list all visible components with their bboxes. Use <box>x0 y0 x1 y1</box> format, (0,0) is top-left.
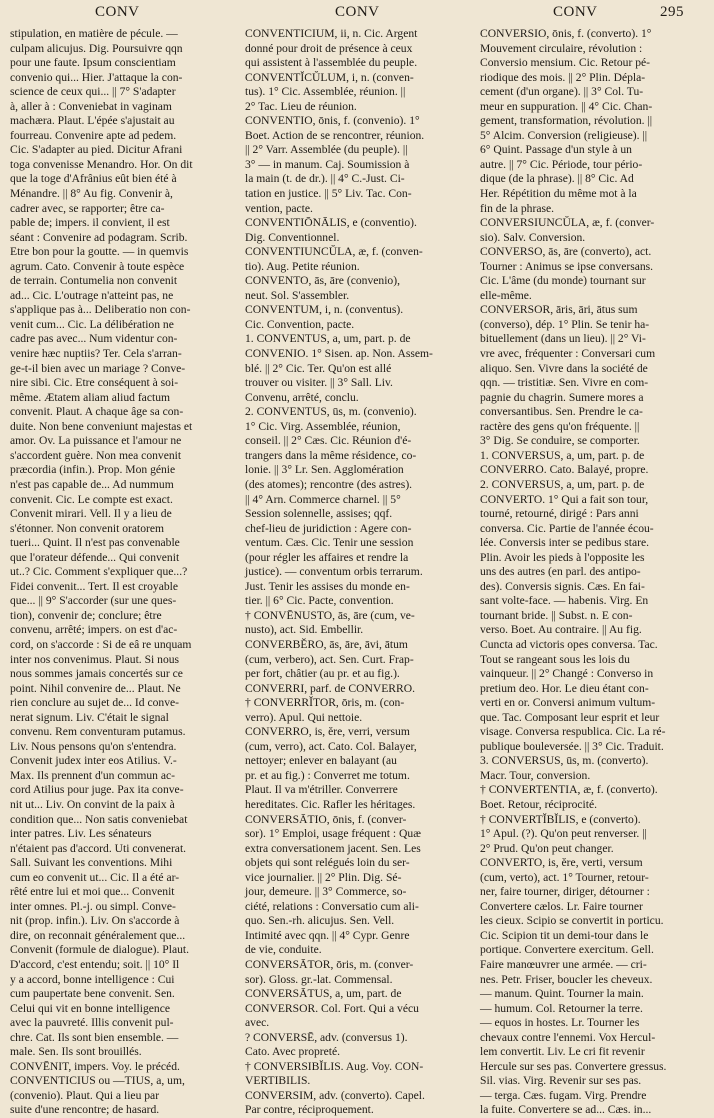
text-line: trangers dans la même résidence, co- <box>245 448 417 462</box>
text-line: verso. Boet. Au contraire. || Au fig. <box>480 623 642 637</box>
text-line: à, aller à : Conveniebat in vaginam <box>10 99 172 113</box>
text-line: CONVENTIO, ōnis, f. (convenio). 1° <box>245 114 420 128</box>
text-line: jour, demeure. || 3° Commerce, so- <box>245 885 407 899</box>
text-line: tus). 1° Cic. Assemblée, réunion. || <box>245 85 406 99</box>
text-line: riodique des mois. || 2° Plin. Dépla- <box>480 70 646 84</box>
text-line: ractère des gens qu'on fréquente. || <box>480 419 640 433</box>
text-line: s'étonner. Non convenit oratorem <box>10 521 165 535</box>
text-line: || 4° Arn. Commerce charnel. || 5° <box>245 492 401 506</box>
text-line: Mouvement circulaire, révolution : <box>480 41 643 55</box>
text-line: toga convenisse Menandro. Hor. On dit <box>10 157 193 171</box>
text-line: vre avec, fréquenter : Conversari cum <box>480 347 656 361</box>
text-line: Cic. Scipion tit un demi-tour dans le <box>480 928 649 942</box>
text-line: rêté entre lui et moi que... Convenit <box>10 885 175 899</box>
text-line: convenit. Plaut. A chaque âge sa con- <box>10 405 184 419</box>
text-line: sant volte-face. — habenis. Virg. En <box>480 594 649 608</box>
text-line: Cato. Avec propreté. <box>245 1045 341 1059</box>
text-line: de terrain. Contumelia non convenit <box>10 274 178 288</box>
text-line: venit cum... Cic. La délibération ne <box>10 317 174 331</box>
text-line: nerat signum. Liv. C'était le signal <box>10 710 169 724</box>
text-line: ? CONVERSĒ, adv. (conversus 1). <box>245 1030 408 1044</box>
text-line: (convenio). Plaut. Qui a lieu par <box>10 1088 160 1102</box>
header-center-guideword: CONV <box>335 4 380 20</box>
text-line: fin de la phrase. <box>480 201 555 215</box>
text-line: stipulation, en matière de pécule. — <box>10 27 178 40</box>
text-line: Plin. Avoir les pieds à l'opposite les <box>480 550 645 564</box>
text-line: — equos in hostes. Lr. Tourner les <box>480 1016 640 1030</box>
text-line: Sil. vias. Virg. Revenir sur ses pas. <box>480 1074 642 1088</box>
text-line: cadre pas avec... Num videntur con- <box>10 332 178 346</box>
text-line: † CONVERRĬTOR, ōris, m. (con- <box>245 696 405 710</box>
text-line: Boet. Retour, réciprocité. <box>480 797 598 811</box>
text-line: ciété, relations : Conversatio cum ali- <box>245 899 419 913</box>
text-line: sio). Salv. Conversion. <box>480 230 586 244</box>
text-line: meur en suppuration. || 4° Cic. Chan- <box>480 99 653 113</box>
text-line: trouver ou visiter. || 3° Sall. Liv. <box>245 376 393 390</box>
text-line: 3° Dig. Se conduire, se comporter. <box>480 434 640 448</box>
text-line: autre. || 7° Cic. Période, tour pério- <box>480 157 643 171</box>
text-line: Cuncta ad victoris opes conversa. Tac. <box>480 637 658 651</box>
text-line: chef-lieu de juridiction : Agere con- <box>245 521 412 535</box>
text-line: de vie, conduite. <box>245 943 322 957</box>
column-2 <box>245 27 471 1117</box>
text-line: ad... Cic. L'outrage n'atteint pas, ne <box>10 288 174 302</box>
text-line: † CONVERTĬBĬLIS, e (converto). <box>480 812 641 826</box>
text-line: tueri... Quint. Il n'est pas convenable <box>10 536 180 550</box>
text-line: 1. CONVERSUS, a, um, part. p. de <box>480 448 645 462</box>
text-line: CONVERRI, parf. de CONVERRO. <box>245 681 416 695</box>
text-line: nit ut... Liv. On convint de la paix à <box>10 797 175 811</box>
text-line: CONVENTĬCŬLUM, i, n. (conven- <box>245 70 414 84</box>
text-line: 1° Apul. (?). Qu'on peut renverser. || <box>480 827 647 841</box>
header-right-guideword: CONV <box>553 4 598 20</box>
text-line: tier. || 6° Cic. Pacte, convention. <box>245 594 394 608</box>
text-line: y a accord, bonne intelligence : Cui <box>10 972 175 986</box>
text-line: nous sommes jamais concertés sur ce <box>10 667 183 681</box>
text-line: venire hæc nuptiis? Ter. Cela s'arran- <box>10 347 182 361</box>
text-line: CONVERSO, ās, āre (converto), act. <box>480 245 652 259</box>
text-line: Liv. Nous pensons qu'on s'entendra. <box>10 739 177 753</box>
text-line: cord, on s'accorde : Si de eâ re unquam <box>10 637 192 651</box>
text-line: avec la pauvreté. Illis convenit pul- <box>10 1016 174 1030</box>
text-line: 5° Alcim. Conversion (religieuse). || <box>480 128 648 142</box>
text-line: agrum. Cato. Convenir à toute espèce <box>10 259 185 273</box>
text-line: hereditates. Cic. Rafler les héritages. <box>245 797 416 811</box>
text-line: pr. et au fig.) : Converret me totum. <box>245 768 410 782</box>
text-line: chre. Cat. Ils sont bien ensemble. — <box>10 1030 179 1044</box>
text-line: quo. Sen.-rh. alicujus. Sen. Vell. <box>245 914 395 928</box>
text-line: culpam alicujus. Dig. Poursuivre qqn <box>10 41 183 55</box>
text-line: neut. Sol. S'assembler. <box>245 288 350 302</box>
text-line: donné pour droit de présence à ceux <box>245 41 413 55</box>
text-line: — humum. Col. Retourner la terre. <box>480 1001 643 1015</box>
text-line: chevaux contre l'ennemi. Vox Hercul- <box>480 1030 656 1044</box>
text-line: vention, pacte. <box>245 201 313 215</box>
text-line: Cic. S'adapter au pied. Dicitur Afrani <box>10 143 183 157</box>
text-line: qui assistent à l'assemblée du peuple. <box>245 56 418 70</box>
text-line: publique bouleversée. || 3° Cic. Traduit. <box>480 739 664 753</box>
text-line: pable de; impers. il convient, il est <box>10 216 170 230</box>
text-line: pagnie du chagrin. Sumere mores a <box>480 390 644 404</box>
text-line: que... || 9° S'accorder (sur une ques- <box>10 594 177 608</box>
running-header <box>0 4 714 24</box>
text-line: gement, transformation, révolution. || <box>480 114 653 128</box>
text-line: conversantibus. Sen. Prendre le ca- <box>480 405 643 419</box>
text-line: CONVENTIUNCŬLA, æ, f. (conven- <box>245 245 423 259</box>
text-line: nes. Petr. Friser, boucler les cheveux. <box>480 972 653 986</box>
text-line: qqn. — tristitiæ. Sen. Vivre en com- <box>480 376 649 390</box>
text-line: tion), convenir de; conclure; être <box>10 608 162 622</box>
text-line: lée. Conversis inter se pedibus stare. <box>480 536 650 550</box>
text-line: Conversio mensium. Cic. Retour pé- <box>480 56 651 70</box>
text-line: — terga. Cæs. fugam. Virg. Prendre <box>480 1088 647 1102</box>
text-line: (des atomes); rencontre (des astres). <box>245 477 413 491</box>
text-line: † CONVERTENTIA, æ, f. (converto). <box>480 783 658 797</box>
header-left-guideword: CONV <box>95 4 140 20</box>
text-line: verro). Apul. Qui nettoie. <box>245 710 363 724</box>
text-line: CONVERTO. 1° Qui a fait son tour, <box>480 492 649 506</box>
text-line: vainqueur. || 2° Changé : Converso in <box>480 667 654 681</box>
text-line: Convertere cælos. Lr. Faire tourner <box>480 899 643 913</box>
text-line: uns des autres (en parl. des antipo- <box>480 565 641 579</box>
text-line: cadrer avec, se rapporter; être ca- <box>10 201 165 215</box>
text-line: sor). Gloss. gr.-lat. Commensal. <box>245 972 393 986</box>
text-line: — manum. Quint. Tourner la main. <box>480 987 644 1001</box>
text-line: Ménandre. || 8° Au fig. Convenir à, <box>10 187 173 201</box>
text-line: Convenu, arrêté, conclu. <box>245 390 359 404</box>
text-line: duite. Non bene conveniunt majestas et <box>10 419 193 433</box>
text-line: 1° Cic. Virg. Assemblée, réunion, <box>245 419 401 433</box>
text-line: ner, faire tourner, diriger, détourner : <box>480 885 650 899</box>
text-line: sor). 1° Emploi, usage fréquent : Quæ <box>245 827 421 841</box>
text-line: vice journalier. || 2° Plin. Dig. Sé- <box>245 870 402 884</box>
text-line: Boet. Action de se rencontrer, réunion. <box>245 128 425 142</box>
text-line: dique (de la phrase). || 8° Cic. Ad <box>480 172 634 186</box>
text-line: CONVERSĀTOR, ōris, m. (conver- <box>245 958 414 971</box>
text-line: 3° — in manum. Caj. Soumission à <box>245 157 410 171</box>
text-line: per fort, châtier (au pr. et au fig.). <box>245 667 400 681</box>
text-line: inter nos convenimus. Plaut. Si nous <box>10 652 180 666</box>
text-line: que la toge d'Afrânius eût bien été à <box>10 172 177 186</box>
text-line: inter omnes. Pl.-j. ou simpl. Conve- <box>10 899 176 913</box>
text-line: inter patres. Liv. Les sénateurs <box>10 827 152 841</box>
text-line: Cic. Convention, pacte. <box>245 317 355 331</box>
page-number: 295 <box>660 4 684 20</box>
text-line: CONVENTICIUM, ii, n. Cic. Argent <box>245 27 418 40</box>
text-line: CONVERSOR, āris, āri, ātus sum <box>480 303 638 317</box>
text-line: Faire manœuvrer une armée. — cri- <box>480 958 647 971</box>
text-line: 6° Quint. Passage d'un style à un <box>480 143 632 157</box>
text-line: nit (prop. infin.). Liv. On s'accorde à <box>10 914 180 928</box>
text-line: machæra. Plaut. L'épée s'ajustait au <box>10 114 175 128</box>
text-line: Tourner : Animus se ipse conversans. <box>480 259 654 273</box>
text-line: même. Ætatem aliam aliud factum <box>10 390 171 404</box>
text-line: pretium deo. Hor. Le dieu étant con- <box>480 681 649 695</box>
text-line: || 2° Varr. Assemblée (du peuple). || <box>245 143 408 157</box>
text-line: objets qui sont relégués loin du ser- <box>245 856 410 870</box>
text-line: Celui qui vit en bonne intelligence <box>10 1001 171 1015</box>
text-line: que. Tac. Composant leur esprit et leur <box>480 710 660 724</box>
text-line: nire sibi. Cic. Etre conséquent à soi- <box>10 376 179 390</box>
text-line: Dig. Conventionnel. <box>245 230 340 244</box>
text-line: Convenit mirari. Vell. Il y a lieu de <box>10 507 172 521</box>
text-line: justice). — conventum orbis terrarum. <box>245 565 423 579</box>
text-line: conseil. || 2° Cæs. Cic. Réunion d'é- <box>245 434 412 448</box>
text-line: D'accord, c'est entendu; soit. || 10° Il <box>10 958 180 971</box>
text-line: CONVERSOR. Col. Fort. Qui a vécu <box>245 1001 419 1015</box>
text-line: Macr. Tour, conversion. <box>480 768 591 782</box>
text-line: science de ceux qui... || 7° S'adapter <box>10 85 176 99</box>
text-line: convenit. Cic. Le compte est exact. <box>10 492 173 506</box>
text-line: (pour régler les affaires et rendre la <box>245 550 409 564</box>
text-line: 1. CONVENTUS, a, um, part. p. de <box>245 332 411 346</box>
text-line: verti en or. Conversi animum vultum- <box>480 696 656 710</box>
text-line: cum paupertate bene convenit. Sen. <box>10 987 175 1001</box>
text-line: cement (d'un organe). || 3° Col. Tu- <box>480 85 644 99</box>
text-line: nettoyer; enlever en balayant (au <box>245 754 397 768</box>
column-1 <box>10 27 236 1117</box>
text-line: dire, on reconnait généralement que... <box>10 928 186 942</box>
text-line: les cieux. Scipio se convertit in porticu. <box>480 914 664 928</box>
text-line: pour une faute. Ipsum conscientiam <box>10 56 176 70</box>
text-line: CONVENTIŌNĀLIS, e (conventio). <box>245 216 417 230</box>
text-line: præcordia (infin.). Prop. Mon génie <box>10 463 176 477</box>
text-line: portique. Convertere exercitum. Gell. <box>480 943 654 957</box>
text-line: 2. CONVENTUS, ūs, m. (convenio). <box>245 405 417 419</box>
text-line: s'accordent guère. Non mea convenit <box>10 448 182 462</box>
text-line: convenu. Rem conventuram putamus. <box>10 725 186 739</box>
text-line: n'étaient pas d'accord. Uti convenerat. <box>10 841 187 855</box>
text-line: CONVENTO, ās, āre (convenio), <box>245 274 400 288</box>
text-line: fourreau. Convenire apte ad pedem. <box>10 128 177 142</box>
text-line: point. Nihil convenire de... Plaut. Ne <box>10 681 181 695</box>
text-line: blé. || 2° Cic. Ter. Qu'on est allé <box>245 361 392 375</box>
text-line: tourné, retourné, dirigé : Pars anni <box>480 507 639 521</box>
text-line: Par contre, réciproquement. <box>245 1103 374 1117</box>
text-line: Convenit (formule de dialogue). Plaut. <box>10 943 190 957</box>
text-line: conversa. Cic. Partie de l'année écou- <box>480 521 654 535</box>
text-line: CONVĒNIT, impers. Voy. le précéd. <box>10 1059 180 1073</box>
text-line: condition que... Non satis conveniebat <box>10 812 188 826</box>
text-line: cum eo convenit ut... Cic. Il a été ar- <box>10 870 180 884</box>
text-line: Max. Ils prennent d'un commun ac- <box>10 768 176 782</box>
text-line: CONVENTICIUS ou —TIUS, a, um, <box>10 1074 185 1088</box>
text-line: Convenit judex inter eos Atilius. V.- <box>10 754 177 768</box>
text-line: aliquo. Sen. Vivre dans la société de <box>480 361 648 375</box>
text-line: suite d'une rencontre; de hasard. <box>10 1103 160 1117</box>
text-line: ut..? Cic. Comment s'expliquer que...? <box>10 565 188 579</box>
text-line: amor. Ov. La puissance et l'amour ne <box>10 434 182 448</box>
column-3 <box>480 27 706 1117</box>
text-line: Cic. L'âme (du monde) tournant sur <box>480 274 646 288</box>
text-line: CONVERSĀTIO, ōnis, f. (conver- <box>245 812 407 826</box>
text-line: (converso), dép. 1° Plin. Se tenir ha- <box>480 317 650 331</box>
text-line: 2° Prud. Qu'on peut changer. <box>480 841 614 855</box>
text-line: (cum, verto), act. 1° Tourner, retour- <box>480 870 649 884</box>
text-line: CONVENTUM, i, n. (conventus). <box>245 303 404 317</box>
text-line: CONVERSĀTUS, a, um, part. de <box>245 987 402 1001</box>
text-line: elle-même. <box>480 288 532 302</box>
text-line: Her. Répétition du même mot à la <box>480 187 637 201</box>
text-line: rien conclure au sujet de... Id conve- <box>10 696 180 710</box>
text-line: tation en justice. || 5° Liv. Tac. Con- <box>245 187 412 201</box>
text-line: (cum, verro), act. Cato. Col. Balayer, <box>245 739 417 753</box>
text-line: extra conversationem jacent. Sen. Les <box>245 841 421 855</box>
text-line: la main (t. de dr.). || 4° C.-Just. Ci- <box>245 172 405 186</box>
text-line: des). Conversis signis. Cæs. En fai- <box>480 579 645 593</box>
text-line: Etre bon pour la goutte. — in quemvis <box>10 245 189 259</box>
text-line: CONVERRO, is, ĕre, verri, versum <box>245 725 410 739</box>
text-line: (cum, verbero), act. Sen. Curt. Frap- <box>245 652 414 666</box>
text-line: que l'orateur défende... Qui convenit <box>10 550 180 564</box>
text-line: Fidei convenit... Tert. Il est croyable <box>10 579 179 593</box>
text-line: cord Atilius pour juge. Pax ita conve- <box>10 783 184 797</box>
text-line: Just. Tenir les assises du monde en- <box>245 579 410 593</box>
text-line: Session solennelle, assises; qqf. <box>245 507 393 521</box>
text-line: convenu, arrêté; impers. on est d'ac- <box>10 623 178 637</box>
text-line: lem convertit. Liv. Le cri fit revenir <box>480 1045 645 1059</box>
text-line: bituellement (dans un lieu). || 2° Vi- <box>480 332 646 346</box>
text-line: s'applique pas à... Deliberatio non con- <box>10 303 191 317</box>
text-line: convenio qui... Hier. J'attaque la con- <box>10 70 183 84</box>
text-line: Plaut. Il va m'étriller. Converrere <box>245 783 398 797</box>
text-line: CONVERRO. Cato. Balayé, propre. <box>480 463 649 477</box>
text-line: CONVENIO. 1° Sisen. ap. Non. Assem- <box>245 347 433 361</box>
text-line: visage. Conversa respublica. Cic. La ré- <box>480 725 666 739</box>
text-line: male. Sen. Ils sont brouillés. <box>10 1045 142 1059</box>
text-line: 3. CONVERSUS, ūs, m. (converto). <box>480 754 649 768</box>
text-line: CONVERSIM, adv. (converto). Capel. <box>245 1088 425 1102</box>
text-line: ge-t-il bien avec un mariage ? Conve- <box>10 361 186 375</box>
text-line: 2° Tac. Lieu de réunion. <box>245 99 357 113</box>
text-line: tournant bride. || Subst. n. E con- <box>480 608 633 622</box>
text-line: la fuite. Convertere se ad... Cæs. in... <box>480 1103 652 1117</box>
text-line: Sall. Suivant les conventions. Mihi <box>10 856 173 870</box>
text-line: avec. <box>245 1016 270 1030</box>
text-line: CONVERBĔRO, ās, āre, āvi, ātum <box>245 637 408 651</box>
text-line: tio). Aug. Petite réunion. <box>245 259 360 273</box>
text-line: Tout se rangeant sous les lois du <box>480 652 630 666</box>
text-line: Intimité avec qqn. || 4° Cypr. Genre <box>245 928 410 942</box>
text-line: ventum. Cæs. Cic. Tenir une session <box>245 536 414 550</box>
text-line: † CONVERSIBĬLIS. Aug. Voy. CON- <box>245 1059 424 1073</box>
text-line: VERTIBILIS. <box>245 1074 311 1088</box>
text-line: nusto), act. Sid. Embellir. <box>245 623 364 637</box>
text-line: CONVERSIUNCŬLA, æ, f. (conver- <box>480 216 655 230</box>
text-line: lonie. || 3° Lr. Sen. Agglomération <box>245 463 404 477</box>
text-line: † CONVĒNUSTO, ās, āre (cum, ve- <box>245 608 415 622</box>
text-line: n'est pas capable de... Ad nummum <box>10 477 174 491</box>
text-line: Hercule sur ses pas. Convertere gressus. <box>480 1059 667 1073</box>
text-line: séant : Convenire ad podagram. Scrib. <box>10 230 188 244</box>
text-line: CONVERTO, is, ĕre, verti, versum <box>480 856 643 870</box>
text-line: CONVERSIO, ōnis, f. (converto). 1° <box>480 27 652 40</box>
text-line: 2. CONVERSUS, a, um, part. p. de <box>480 477 645 491</box>
